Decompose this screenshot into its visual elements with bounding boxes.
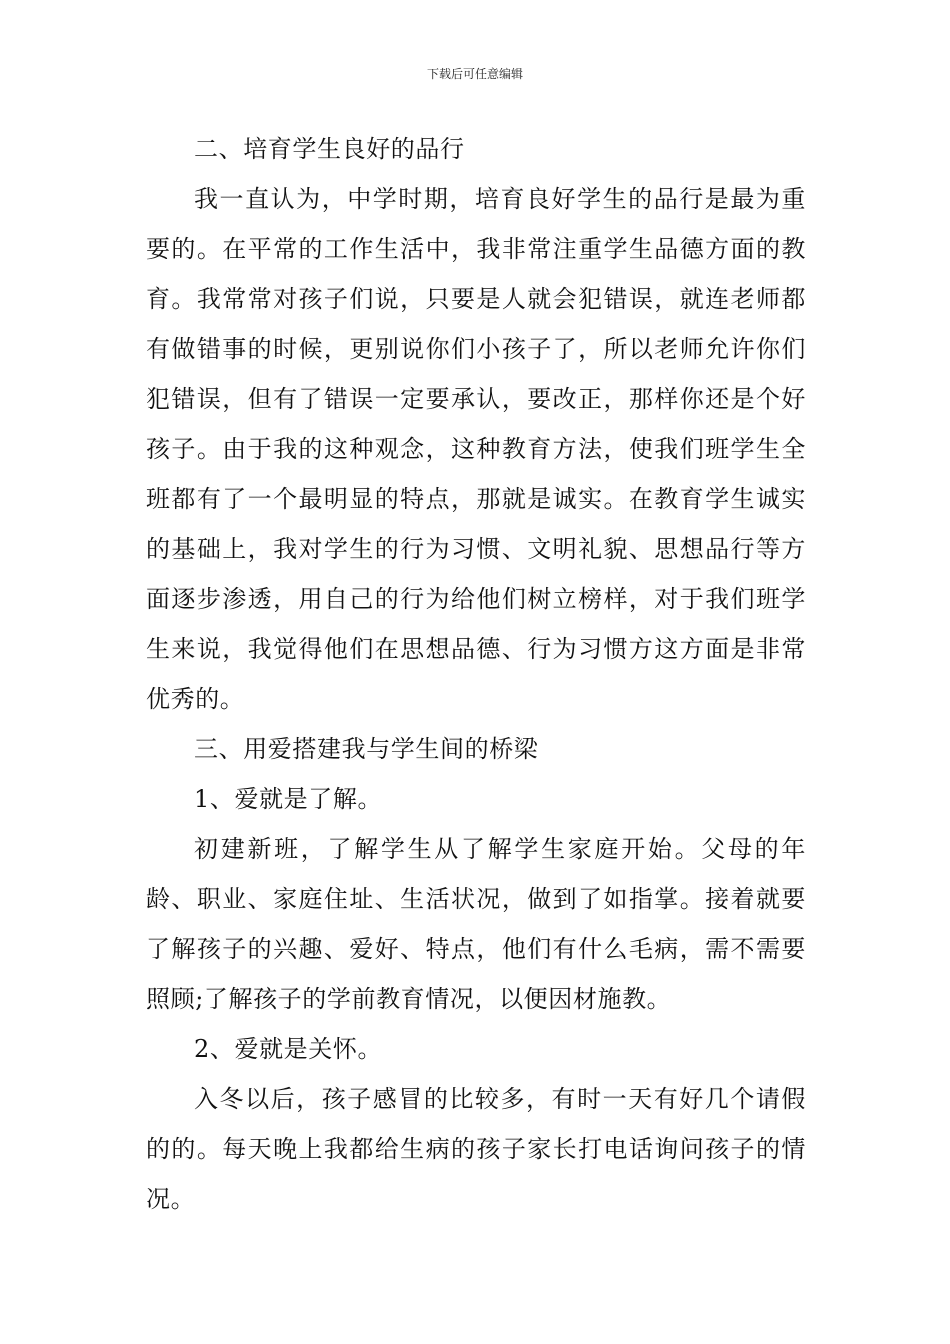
paragraph-understanding: 初建新班，了解学生从了解学生家庭开始。父母的年龄、职业、家庭住址、生活状况，做到了如指掌。接着就要了解孩子的兴趣、爱好、特点，他们有什么毛病，需不需要照顾;了解孩子的学前教育情况，以便因材施教。 <box>146 835 806 1013</box>
subheading-care: 2、爱就是关怀。 <box>194 1035 383 1063</box>
document-body <box>146 124 806 1224</box>
section-heading-3: 三、用爱搭建我与学生间的桥梁 <box>194 735 539 763</box>
paragraph-care: 入冬以后，孩子感冒的比较多，有时一天有好几个请假的的。每天晚上我都给生病的孩子家长打电话询问孩子的情况。 <box>146 1085 806 1213</box>
section-heading-2: 二、培育学生良好的品行 <box>194 135 465 163</box>
subheading-understanding: 1、爱就是了解。 <box>194 785 383 813</box>
header-note: 下载后可任意编辑 <box>426 67 523 81</box>
paragraph-character: 我一直认为，中学时期，培育良好学生的品行是最为重要的。在平常的工作生活中，我非常注重学生品德方面的教育。我常常对孩子们说，只要是人就会犯错误，就连老师都有做错事的时候，更别说你们小孩子了，所以老师允许你们犯错误，但有了错误一定要承认，要改正，那样你还是个好孩子。由于我的这种观念，这种教育方法，使我们班学生全班都有了一个最明显的特点，那就是诚实。在教育学生诚实的基础上，我对学生的行为习惯、文明礼貌、思想品行等方面逐步渗透，用自己的行为给他们树立榜样，对于我们班学生来说，我觉得他们在思想品德、行为习惯方这方面是非常优秀的。 <box>146 185 806 713</box>
